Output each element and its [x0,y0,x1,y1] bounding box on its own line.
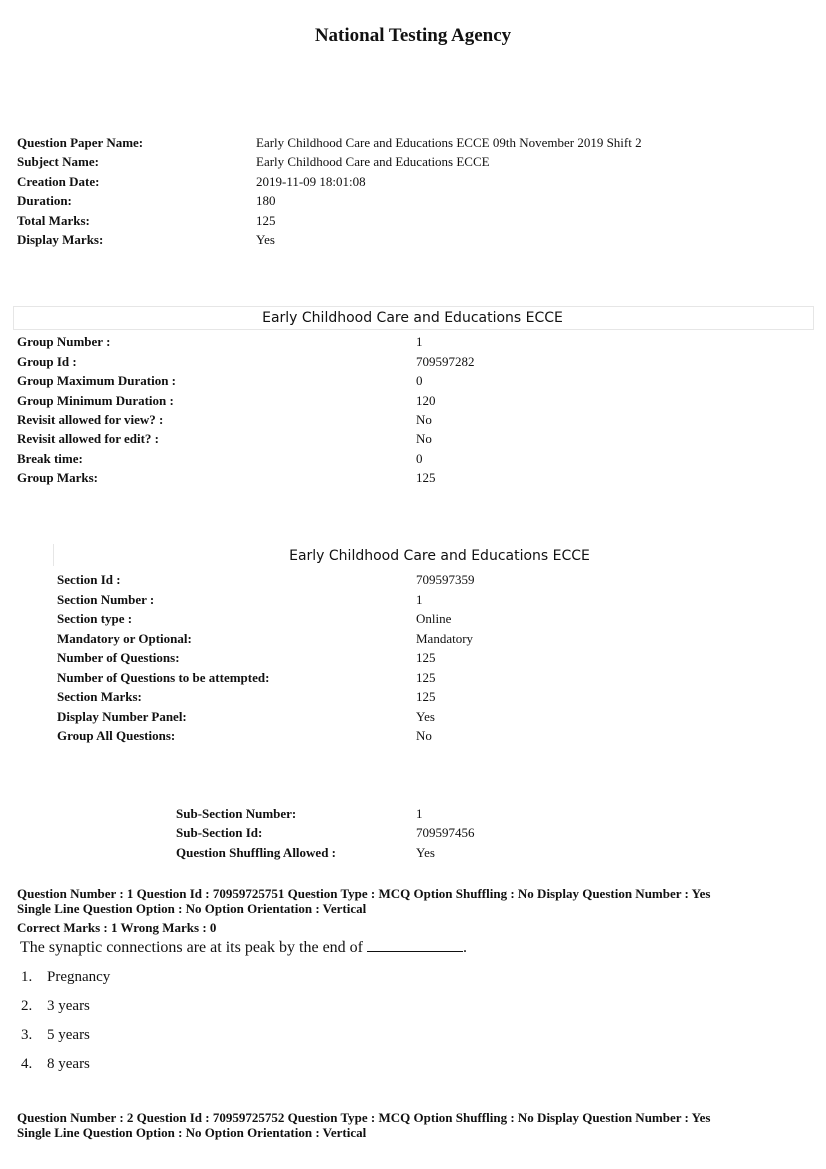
group-min-duration-label: Group Minimum Duration : [17,393,174,408]
question-text-content: The synaptic connections are at its peak by the end of [20,939,363,956]
shuffling-label: Question Shuffling Allowed : [176,845,337,860]
question-meta-line2: Single Line Question Option : No Option Orientation : Vertical [17,901,367,916]
subject-name-value: Early Childhood Care and Educations ECCE [256,154,490,169]
subsection-number-value: 1 [416,806,423,821]
group-max-duration-value: 0 [416,373,423,388]
section-title: Early Childhood Care and Educations ECCE [289,548,590,564]
question-marks: Correct Marks : 1 Wrong Marks : 0 [17,920,217,935]
display-panel-label: Display Number Panel: [57,709,187,724]
duration-label: Duration: [17,193,72,208]
option-text: Pregnancy [47,969,111,985]
group-max-duration-label: Group Maximum Duration : [17,373,177,388]
total-marks-label: Total Marks: [17,213,90,228]
option-4[interactable] [21,1056,90,1073]
section-id-label: Section Id : [57,572,121,587]
option-text: 3 years [47,998,90,1014]
subsection-id-label: Sub-Section Id: [176,825,263,840]
group-all-value: No [416,728,432,743]
answer-blank [367,939,463,952]
section-id-value: 709597359 [416,572,475,587]
revisit-view-value: No [416,412,432,427]
question-period: . [463,939,467,956]
mandatory-value: Mandatory [416,631,474,646]
section-type-label: Section type : [57,611,133,626]
revisit-view-label: Revisit allowed for view? : [17,412,164,427]
group-marks-label: Group Marks: [17,470,99,485]
question-meta-line1: Question Number : 1 Question Id : 70959725751 Question Type : MCQ Option Shuffling : No Display Question Number : Yes [17,886,711,901]
total-marks-value: 125 [256,213,276,228]
break-time-label: Break time: [17,451,83,466]
option-number: 4. [21,1056,33,1072]
option-2[interactable] [21,998,90,1015]
group-title: Early Childhood Care and Educations ECCE [262,310,563,326]
option-number: 1. [21,969,33,985]
section-type-value: Online [416,611,452,626]
group-number-label: Group Number : [17,334,111,349]
group-id-label: Group Id : [17,354,77,369]
num-attempted-label: Number of Questions to be attempted: [57,670,270,685]
section-number-value: 1 [416,592,423,607]
option-text: 5 years [47,1027,90,1043]
shuffling-value: Yes [416,845,435,860]
paper-name-label: Question Paper Name: [17,135,144,150]
option-1[interactable] [21,969,110,986]
option-number: 3. [21,1027,33,1043]
group-number-value: 1 [416,334,423,349]
section-marks-label: Section Marks: [57,689,142,704]
num-questions-value: 125 [416,650,436,665]
duration-value: 180 [256,193,276,208]
subsection-number-label: Sub-Section Number: [176,806,297,821]
question-meta-line2: Single Line Question Option : No Option Orientation : Vertical [17,1125,367,1140]
mandatory-label: Mandatory or Optional: [57,631,192,646]
creation-date-label: Creation Date: [17,174,100,189]
group-marks-value: 125 [416,470,436,485]
num-attempted-value: 125 [416,670,436,685]
creation-date-value: 2019-11-09 18:01:08 [256,174,366,189]
display-panel-value: Yes [416,709,435,724]
revisit-edit-label: Revisit allowed for edit? : [17,431,160,446]
break-time-value: 0 [416,451,423,466]
group-all-label: Group All Questions: [57,728,176,743]
display-marks-value: Yes [256,232,275,247]
group-min-duration-value: 120 [416,393,436,408]
option-number: 2. [21,998,33,1014]
num-questions-label: Number of Questions: [57,650,180,665]
subsection-id-value: 709597456 [416,825,475,840]
option-3[interactable] [21,1027,90,1044]
question-meta-line1: Question Number : 2 Question Id : 70959725752 Question Type : MCQ Option Shuffling : No Display Question Number : Yes [17,1110,711,1125]
section-marks-value: 125 [416,689,436,704]
option-text: 8 years [47,1056,90,1072]
revisit-edit-value: No [416,431,432,446]
group-id-value: 709597282 [416,354,475,369]
question-text [20,939,467,957]
section-number-label: Section Number : [57,592,155,607]
paper-name-value: Early Childhood Care and Educations ECCE 09th November 2019 Shift 2 [256,135,642,150]
display-marks-label: Display Marks: [17,232,104,247]
page-title: National Testing Agency [314,25,512,46]
subject-name-label: Subject Name: [17,154,99,169]
